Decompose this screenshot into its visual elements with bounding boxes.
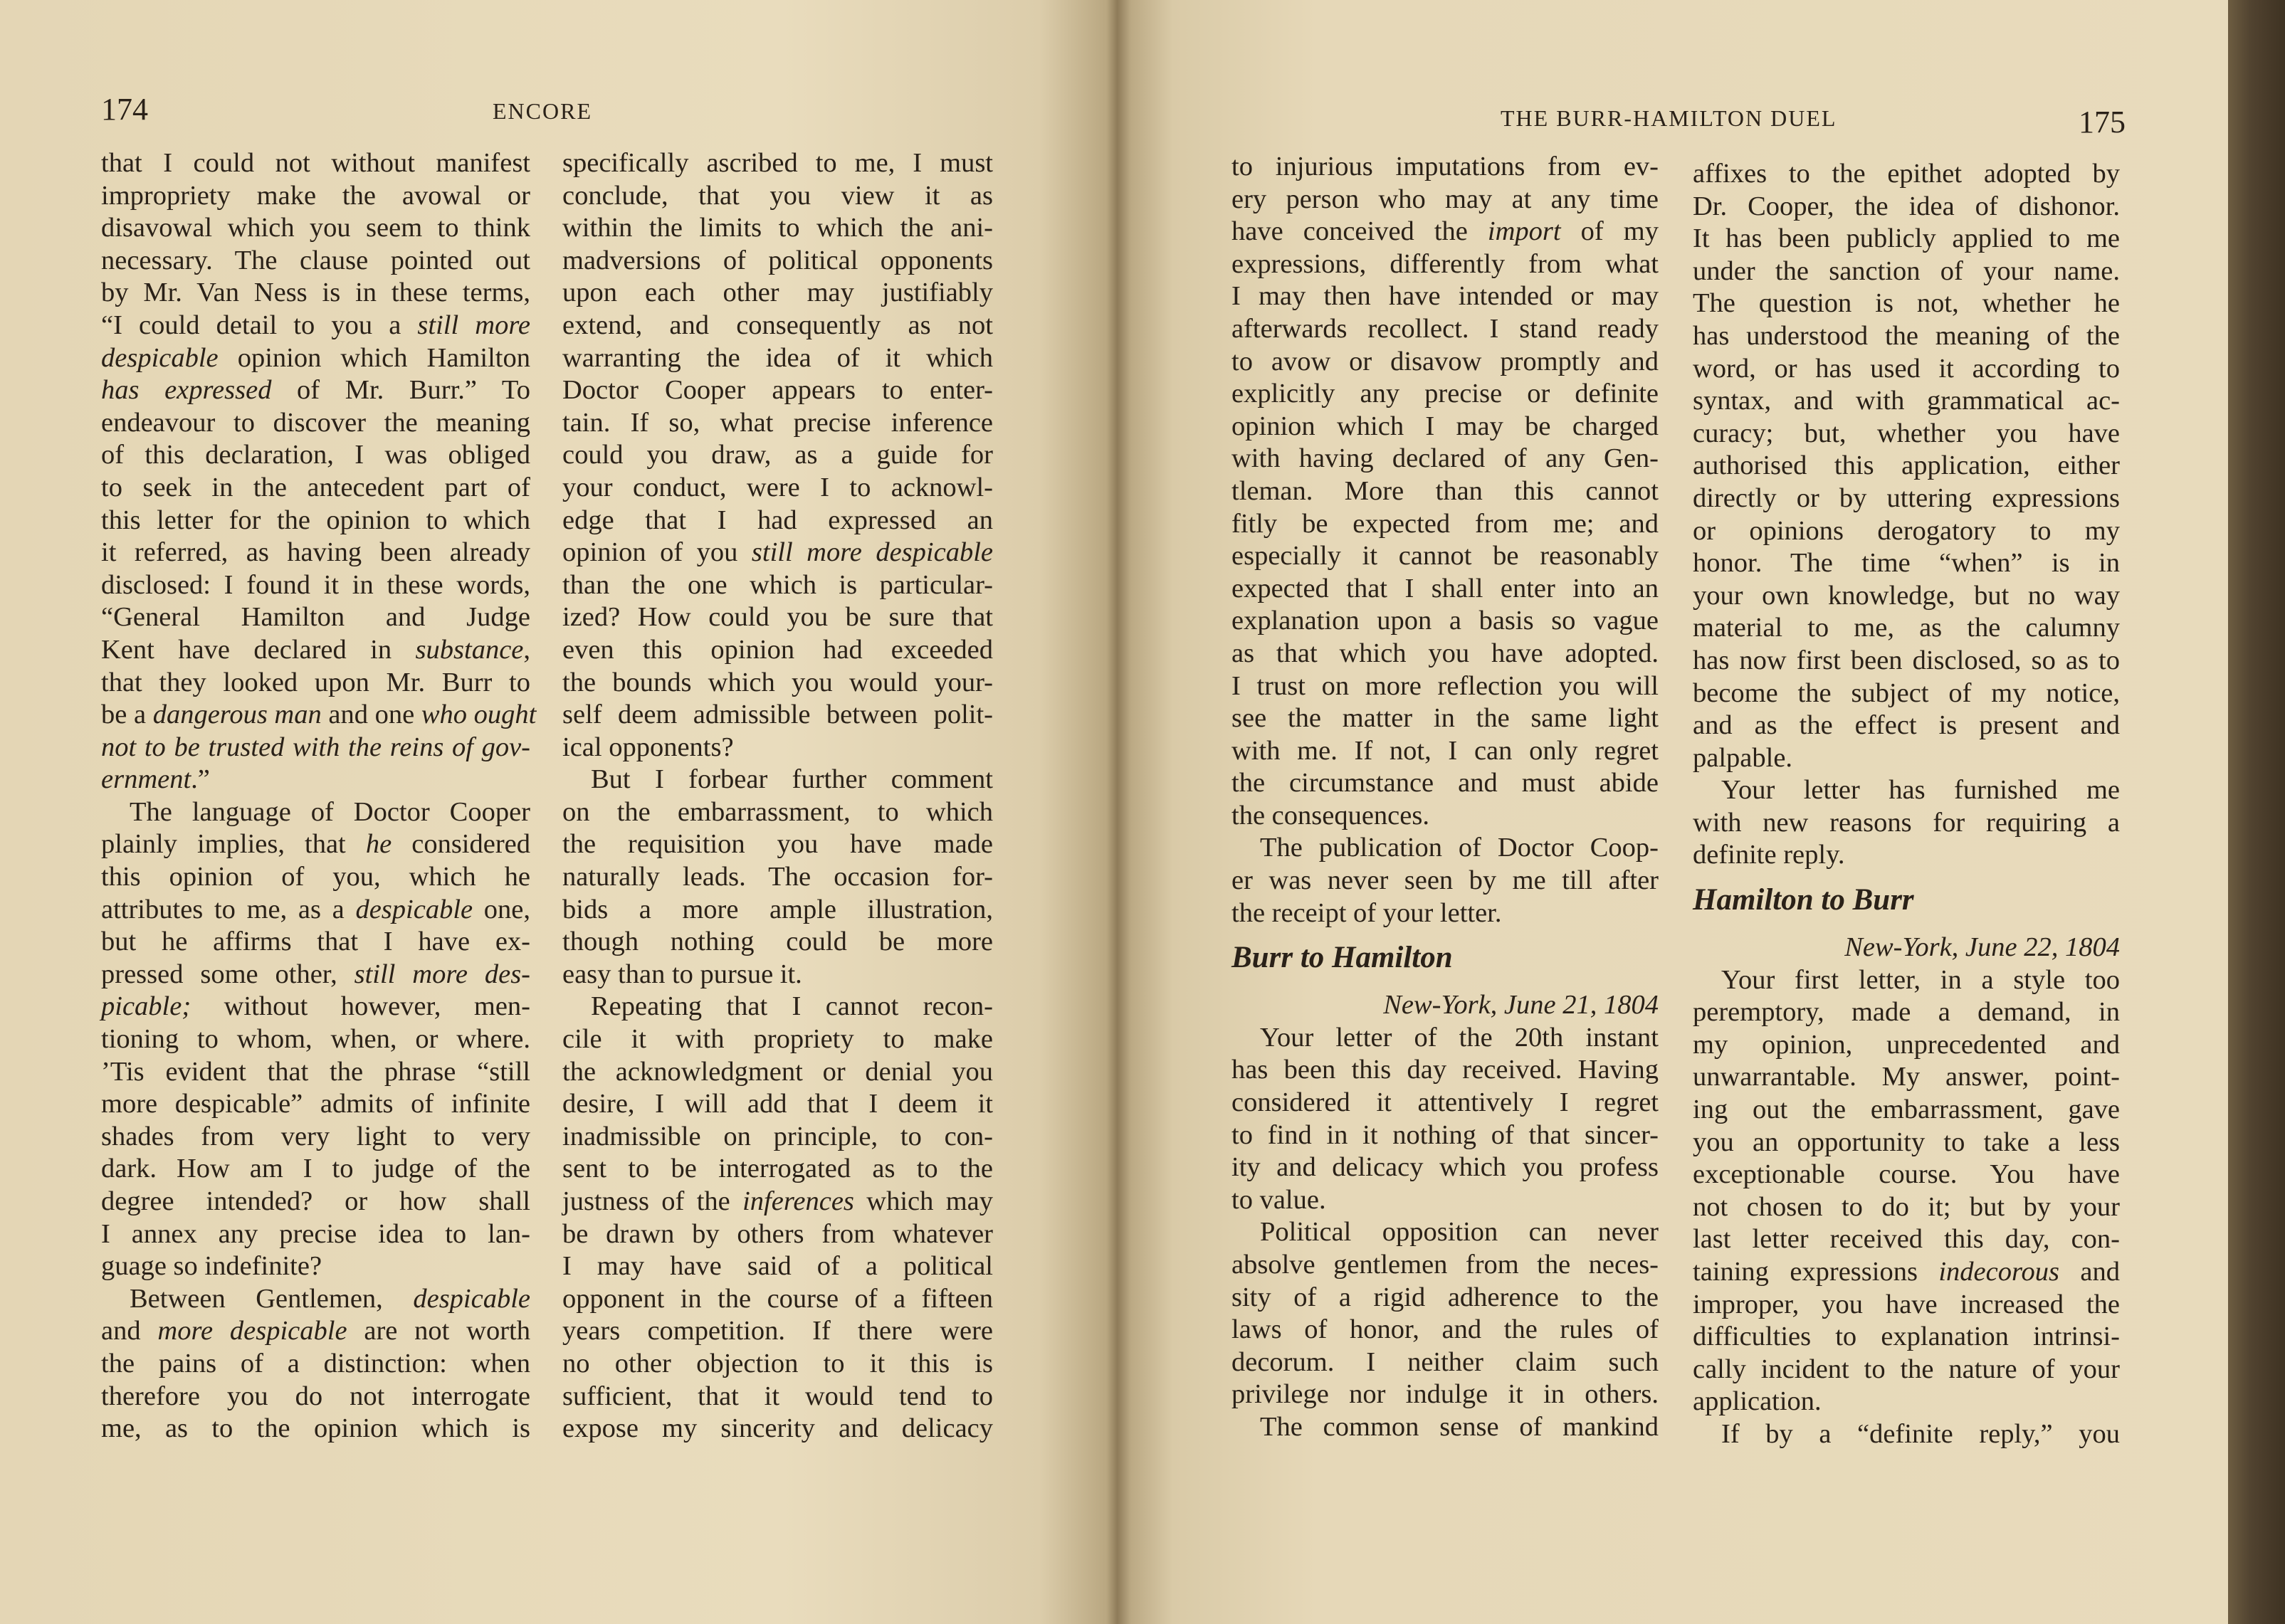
running-head: ENCORE: [493, 98, 592, 124]
text-line: of this declaration, I was obliged: [101, 440, 530, 470]
text-line: ized? How could you be sure that: [562, 602, 993, 633]
text-line: ernment.”: [101, 764, 210, 795]
text-line: with me. If not, I can only regret: [1231, 735, 1659, 766]
text-line: sity of a rigid adherence to the: [1231, 1282, 1659, 1312]
text-line: pressed some other, still more des-: [101, 959, 531, 989]
text-line: Doctor Cooper appears to enter-: [562, 375, 993, 406]
text-line: that they looked upon Mr. Burr to: [101, 667, 530, 697]
text-line: decorum. I neither claim such: [1231, 1346, 1659, 1377]
text-column-1: [101, 147, 537, 1445]
text-line: under the sanction of your name.: [1693, 255, 2120, 286]
text-line: The question is not, whether he: [1693, 288, 2120, 319]
text-line: your conduct, were I to acknowl-: [562, 472, 993, 502]
text-line: the bounds which you would your-: [562, 667, 993, 697]
text-line: no other objection to it this is: [562, 1348, 993, 1378]
text-line: tleman. More than this cannot: [1231, 475, 1659, 506]
text-line: inadmissible on principle, to con-: [562, 1121, 993, 1151]
text-line: disclosed: I found it in these words,: [101, 569, 530, 600]
text-line: upon each other may justifiably: [562, 278, 993, 308]
text-line: sent to be interrogated as to the: [562, 1154, 993, 1184]
text-line: you an opportunity to take a less: [1693, 1127, 2120, 1157]
text-line: has understood the meaning of the: [1693, 320, 2120, 351]
page-number: 174: [101, 92, 148, 127]
text-line: to find in it nothing of that sincer-: [1231, 1119, 1659, 1150]
text-line: Kent have declared in substance,: [101, 634, 530, 665]
text-line: to seek in the antecedent part of: [101, 472, 530, 502]
text-line: exceptionable course. You have: [1693, 1159, 2120, 1190]
text-line: It has been publicly applied to me: [1693, 223, 2120, 254]
text-line: warranting the idea of it which: [562, 342, 993, 373]
text-line: guage so indefinite?: [101, 1251, 322, 1282]
text-line: ’Tis evident that the phrase “still: [101, 1056, 530, 1087]
text-line: more despicable” admits of infinite: [101, 1089, 530, 1119]
dateline: New-York, June 21, 1804: [1383, 990, 1659, 1021]
text-line: this letter for the opinion to which: [101, 505, 530, 535]
text-line: afterwards recollect. I stand ready: [1231, 313, 1659, 344]
text-line: If by a “definite reply,” you: [1721, 1418, 2120, 1449]
text-line: directly or by uttering expressions: [1693, 483, 2120, 513]
text-line: to avow or disavow promptly and: [1231, 346, 1659, 376]
text-line: Between Gentlemen, despicable: [130, 1283, 530, 1314]
text-column-2: [1693, 158, 2120, 1451]
text-line: honor. The time “when” is in: [1693, 548, 2120, 579]
text-line: that I could not without manifest: [101, 148, 530, 178]
text-column-2: [562, 147, 993, 1445]
text-line: to injurious imputations from ev-: [1231, 152, 1659, 181]
text-line: the consequences.: [1231, 800, 1429, 831]
text-line: with having declared of any Gen-: [1231, 443, 1659, 474]
text-line: The publication of Doctor Coop-: [1260, 833, 1659, 863]
text-line: self deem admissible between polit-: [562, 700, 993, 730]
text-line: I trust on more reflection you will: [1231, 670, 1659, 701]
text-line: despicable opinion which Hamilton: [101, 342, 530, 373]
text-line: have conceived the import of my: [1231, 216, 1659, 247]
text-line: picable; without however, men-: [101, 991, 530, 1022]
text-line: Political opposition can never: [1260, 1217, 1659, 1248]
text-line: has expressed of Mr. Burr.” To: [101, 375, 530, 406]
page-edges: [2228, 0, 2285, 1624]
text-line: the requisition you have made: [562, 829, 993, 860]
text-line: this opinion of you, which he: [101, 862, 530, 892]
text-line: expressions, differently from what: [1231, 248, 1659, 279]
text-line: ery person who may at any time: [1231, 184, 1659, 214]
text-line: attributes to me, as a despicable one,: [101, 894, 531, 924]
text-block: [1693, 964, 2120, 1451]
text-line: on the embarrassment, to which: [562, 796, 993, 827]
text-line: I annex any precise idea to lan-: [101, 1218, 530, 1249]
text-line: The language of Doctor Cooper: [130, 796, 530, 827]
text-line: ity and delicacy which you profess: [1231, 1152, 1659, 1183]
text-line: even this opinion had exceeded: [562, 634, 993, 665]
text-line: expected that I shall enter into an: [1231, 573, 1659, 603]
text-line: easy than to pursue it.: [562, 959, 802, 989]
text-line: authorised this application, either: [1693, 450, 2120, 481]
text-line: it referred, as having been already: [101, 537, 530, 568]
text-line: expose my sincerity and delicacy: [562, 1413, 993, 1444]
text-line: privilege nor indulge it in others.: [1231, 1379, 1659, 1410]
text-line: dark. How am I to judge of the: [101, 1154, 530, 1184]
page-number: 175: [2079, 105, 2126, 139]
text-line: the receipt of your letter.: [1231, 897, 1502, 928]
text-line: desire, I will add that I deem it: [562, 1089, 993, 1119]
text-line: I may have said of a political: [562, 1251, 993, 1282]
text-line: last letter received this day, con-: [1693, 1224, 2120, 1255]
text-line: though nothing could be more: [562, 927, 993, 957]
text-line: ing out the embarrassment, gave: [1693, 1095, 2120, 1125]
right-page: [1118, 0, 2228, 1624]
text-line: considered it attentively I regret: [1231, 1087, 1659, 1118]
text-line: fitly be expected from me; and: [1231, 508, 1659, 539]
text-block: [1231, 1022, 1659, 1444]
text-line: see the matter in the same light: [1231, 703, 1659, 734]
text-line: Dr. Cooper, the idea of dishonor.: [1693, 191, 2120, 221]
text-line: or opinions derogatory to my: [1693, 515, 2120, 546]
text-line: not to be trusted with the reins of gov-: [101, 732, 530, 762]
text-line: cally incident to the nature of your: [1693, 1354, 2120, 1384]
text-line: within the limits to which the ani-: [562, 213, 993, 243]
text-line: “I could detail to you a still more: [101, 310, 530, 340]
text-line: extend, and consequently as not: [562, 310, 993, 340]
text-line: absolve gentlemen from the neces-: [1231, 1250, 1659, 1280]
text-line: with new reasons for requiring a: [1693, 807, 2120, 838]
text-line: er was never seen by me till after: [1231, 865, 1659, 896]
text-line: explanation upon a basis so vague: [1231, 606, 1659, 636]
text-line: years competition. If there were: [562, 1316, 993, 1346]
text-line: sufficient, that it would tend to: [562, 1381, 993, 1411]
text-line: justness of the inferences which may: [562, 1186, 993, 1216]
text-block: [1693, 158, 2120, 872]
text-line: and as the effect is present and: [1693, 710, 2120, 741]
text-line: bids a more ample illustration,: [562, 894, 993, 924]
text-line: The common sense of mankind: [1260, 1411, 1659, 1442]
text-line: and more despicable are not worth: [101, 1316, 531, 1346]
text-line: taining expressions indecorous and: [1693, 1257, 2120, 1287]
text-line: Your first letter, in a style too: [1721, 964, 2120, 995]
text-line: curacy; but, whether you have: [1693, 418, 2120, 448]
text-line: explicitly any precise or definite: [1231, 379, 1659, 409]
text-line: Your letter has furnished me: [1721, 775, 2120, 806]
text-line: as that which you have adopted.: [1231, 638, 1659, 668]
text-line: definite reply.: [1693, 840, 1845, 870]
text-line: opinion of you still more despicable: [562, 537, 993, 568]
text-line: necessary. The clause pointed out: [101, 245, 530, 275]
text-line: to value.: [1231, 1184, 1326, 1215]
text-line: by Mr. Van Ness is in these terms,: [101, 278, 530, 308]
text-line: especially it cannot be reasonably: [1231, 541, 1659, 571]
text-line: affixes to the epithet adopted by: [1693, 159, 2120, 189]
text-line: opinion which I may be charged: [1231, 411, 1659, 441]
text-line: improper, you have increased the: [1693, 1289, 2120, 1319]
section-heading: Hamilton to Burr: [1693, 883, 1914, 917]
text-line: could you draw, as a guide for: [562, 440, 993, 470]
text-line: degree intended? or how shall: [101, 1186, 530, 1216]
text-line: the pains of a distinction: when: [101, 1348, 530, 1378]
left-page: [0, 0, 1118, 1624]
text-line: conclude, that you view it as: [562, 180, 993, 211]
text-line: but he affirms that I have ex-: [101, 927, 530, 957]
text-line: be drawn by others from whatever: [562, 1218, 993, 1249]
text-line: impropriety make the avowal or: [101, 180, 530, 211]
section-heading: Burr to Hamilton: [1231, 941, 1453, 975]
text-line: application.: [1693, 1386, 1822, 1417]
running-head: THE BURR-HAMILTON DUEL: [1501, 105, 1837, 131]
text-line: me, as to the opinion which is: [101, 1413, 530, 1444]
text-line: difficulties to explanation intrinsi-: [1693, 1322, 2120, 1352]
text-line: But I forbear further comment: [591, 764, 993, 795]
text-line: ical opponents?: [562, 732, 734, 762]
text-block: [1231, 151, 1659, 929]
text-line: not chosen to do it; but by your: [1693, 1191, 2120, 1222]
text-line: palpable.: [1693, 742, 1793, 773]
text-line: peremptory, made a demand, in: [1693, 997, 2120, 1028]
text-line: tioning to whom, when, or where.: [101, 1024, 530, 1055]
text-line: Repeating that I cannot recon-: [591, 991, 993, 1022]
text-line: has been this day received. Having: [1231, 1055, 1659, 1085]
text-line: the acknowledgment or denial you: [562, 1056, 993, 1087]
text-line: material to me, as the calumny: [1693, 613, 2120, 643]
text-line: shades from very light to very: [101, 1121, 530, 1151]
text-line: endeavour to discover the meaning: [101, 407, 530, 438]
text-line: edge that I had expressed an: [562, 505, 993, 535]
text-line: than the one which is particular-: [562, 569, 993, 600]
text-line: naturally leads. The occasion for-: [562, 862, 993, 892]
text-line: your own knowledge, but no way: [1693, 580, 2120, 611]
text-line: word, or has used it according to: [1693, 353, 2120, 384]
text-line: syntax, and with grammatical ac-: [1693, 386, 2120, 416]
text-line: has now first been disclosed, so as to: [1693, 645, 2120, 675]
text-line: “General Hamilton and Judge: [101, 602, 530, 633]
text-column-1: [1231, 151, 1659, 1444]
text-line: be a dangerous man and one who ought: [101, 700, 537, 730]
text-line: unwarrantable. My answer, point-: [1693, 1062, 2120, 1092]
text-line: disavowal which you seem to think: [101, 213, 530, 243]
text-line: I may then have intended or may: [1231, 281, 1659, 312]
dateline: New-York, June 22, 1804: [1844, 932, 2120, 963]
text-line: my opinion, unprecedented and: [1693, 1029, 2120, 1060]
text-line: madversions of political opponents: [562, 245, 993, 275]
text-line: specifically ascribed to me, I must: [562, 148, 993, 178]
text-line: cile it with propriety to make: [562, 1024, 993, 1055]
text-line: laws of honor, and the rules of: [1231, 1314, 1659, 1345]
text-line: opponent in the course of a fifteen: [562, 1283, 993, 1314]
text-line: become the subject of my notice,: [1693, 677, 2120, 708]
text-line: therefore you do not interrogate: [101, 1381, 530, 1411]
text-line: tain. If so, what precise inference: [562, 407, 993, 438]
text-line: the circumstance and must abide: [1231, 768, 1659, 798]
text-line: Your letter of the 20th instant: [1260, 1022, 1659, 1053]
text-line: plainly implies, that he considered: [101, 829, 530, 860]
